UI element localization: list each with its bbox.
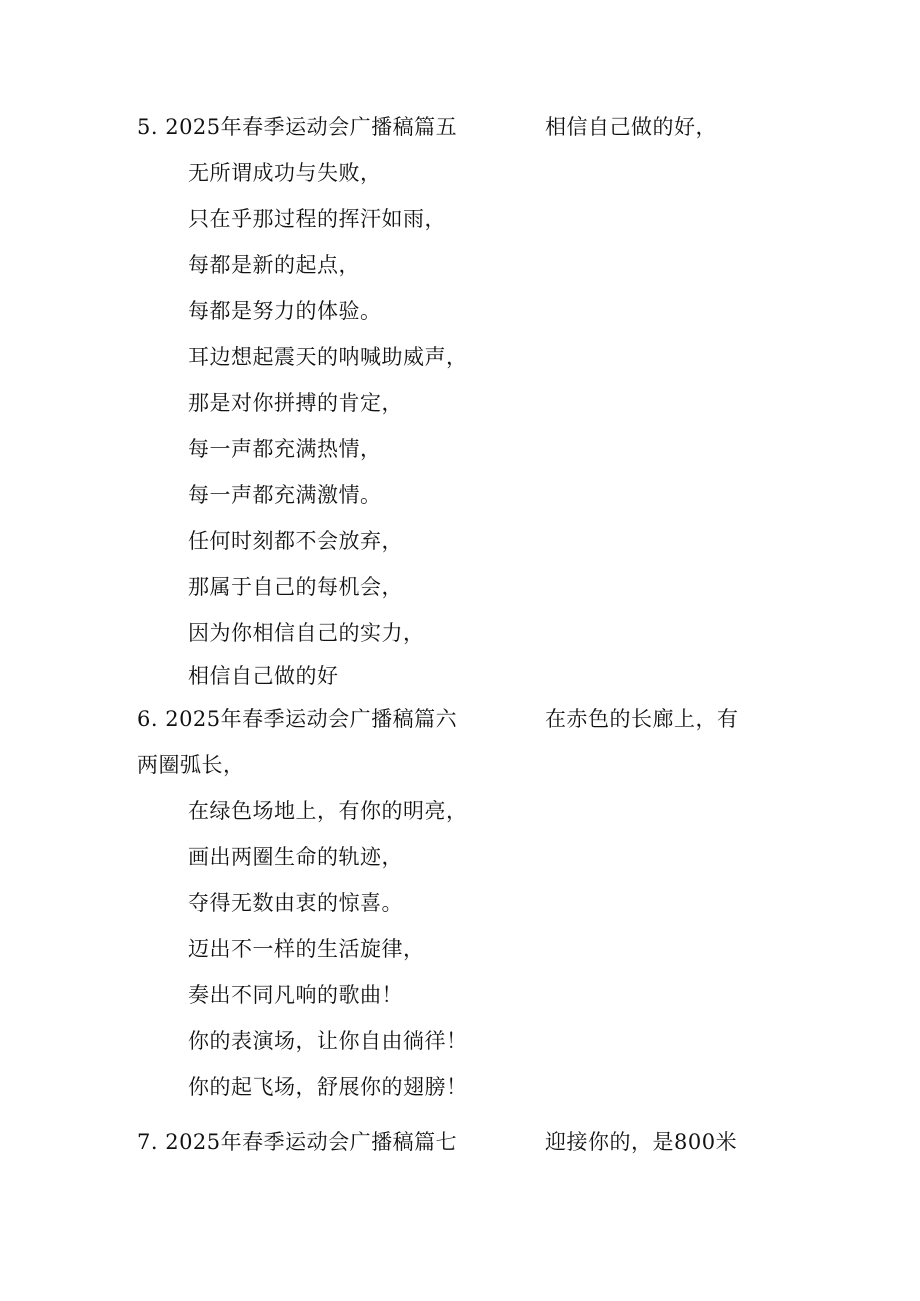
section-6-first-line: 在赤色的长廊上，有 (545, 707, 739, 731)
section-6-line-6: 你的表演场，让你自由徜徉！ (188, 1029, 468, 1053)
section-5-line-2: 只在乎那过程的挥汗如雨， (188, 207, 446, 231)
section-6-line-7: 你的起飞场，舒展你的翅膀！ (188, 1075, 468, 1099)
section-6-line-4: 迈出不一样的生活旋律， (188, 937, 425, 961)
section-5-first-line: 相信自己做的好， (545, 115, 717, 139)
section-5-line-7: 每一声都充满热情， (188, 437, 382, 461)
section-5-line-9: 任何时刻都不会放弃， (188, 529, 403, 553)
section-5-line-10: 那属于自己的每机会， (188, 575, 403, 599)
section-5-line-8: 每一声都充满激情。 (188, 483, 382, 507)
section-6-line-1: 在绿色场地上，有你的明亮， (188, 799, 468, 823)
section-5-line-6: 那是对你拼搏的肯定， (188, 391, 403, 415)
section-5-line-1: 无所谓成功与失败， (188, 161, 382, 185)
section-5-title: 5. 2025年春季运动会广播稿篇五 (137, 115, 458, 139)
section-6-line-2: 画出两圈生命的轨迹， (188, 845, 403, 869)
section-5-line-4: 每都是努力的体验。 (188, 299, 382, 323)
section-6-line-3: 夺得无数由衷的惊喜。 (188, 891, 403, 915)
section-5-line-5: 耳边想起震天的呐喊助威声， (188, 345, 468, 369)
section-6-title: 6. 2025年春季运动会广播稿篇六 (137, 707, 458, 731)
section-5-line-3: 每都是新的起点， (188, 253, 360, 277)
section-7-title: 7. 2025年春季运动会广播稿篇七 (137, 1130, 458, 1154)
section-5-line-12: 相信自己做的好 (188, 664, 339, 688)
section-6-line-5: 奏出不同凡响的歌曲！ (188, 983, 403, 1007)
section-5-line-11: 因为你相信自己的实力， (188, 621, 425, 645)
section-6-continuation: 两圈弧长， (137, 753, 245, 777)
section-7-first-line: 迎接你的，是800米 (545, 1130, 738, 1154)
